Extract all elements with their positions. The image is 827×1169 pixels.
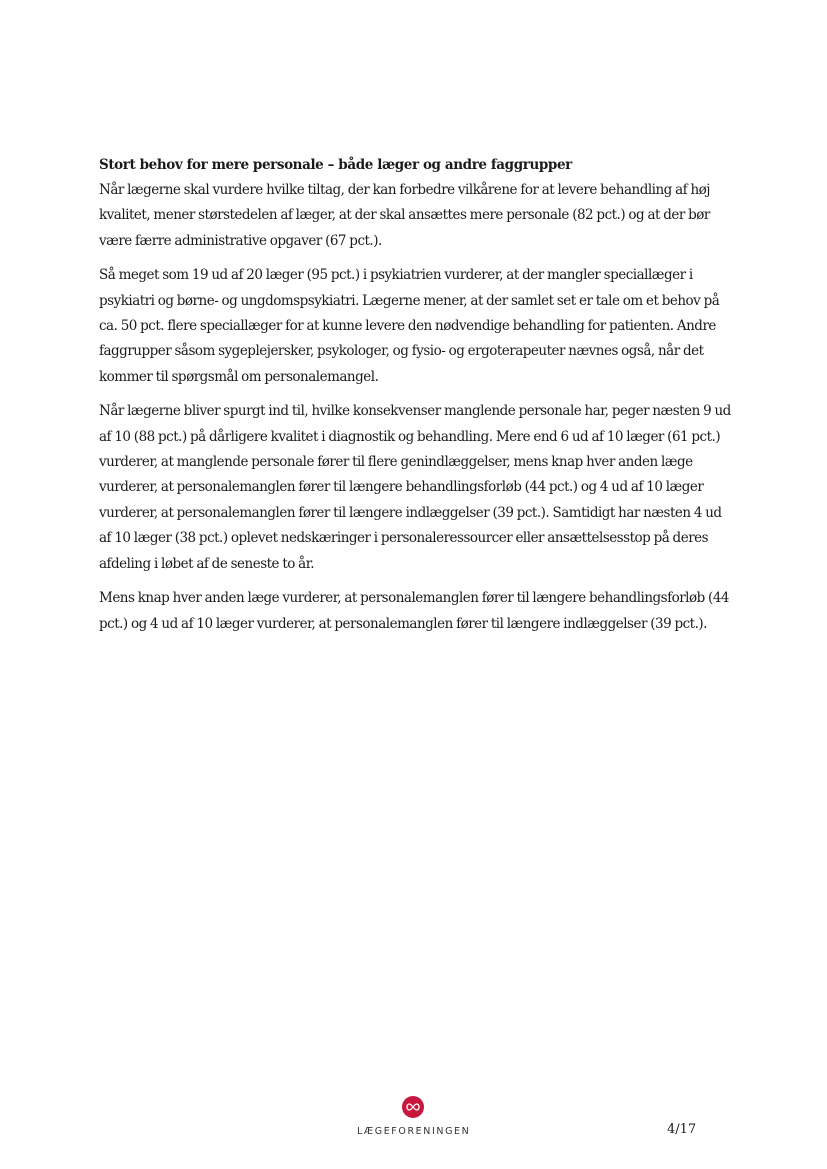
logo-wordmark: LÆGEFORENINGEN [357,1126,471,1137]
paragraph-4: Mens knap hver anden læge vurderer, at personalemanglen fører til længere behandlingsforløb (44 pct.) og 4 ud af 10 læger vurderer, at personalemanglen fører til længere indlæggelser (39 pct.). [99,590,730,632]
infinity-icon [402,1096,424,1118]
document-body [99,153,731,646]
paragraph-3: Når lægerne bliver spurgt ind til, hvilke konsekvenser manglende personale har, peger næsten 9 ud af 10 (88 pct.) på dårligere kvalitet i diagnostik og behandling. Mere end 6 ud af 10 læger (61 pct.) vurderer, at manglende personale fører til flere genindlæggelser, mens knap hver anden læge vurderer, at personalemanglen fører til længere behandlingsforløb (44 pct.) og 4 ud af 10 læger vurderer, at personalemanglen fører til længere indlæggelser (39 pct.). Samtidigt har næsten 4 ud af 10 læger (38 pct.) oplevet nedskæringer i personaleressourcer eller ansættelsesstop på deres afdeling i løbet af de seneste to år. [99,403,731,572]
footer-logo [357,1096,469,1137]
page-number: 4/17 [667,1122,697,1137]
paragraph-1: Når lægerne skal vurdere hvilke tiltag, der kan forbedre vilkårene for at levere behandling af høj kvalitet, mener størstedelen af læger, at der skal ansættes mere personale (82 pct.) og at der bør være færre administrative opgaver (67 pct.). [99,182,710,249]
section-heading: Stort behov for mere personale – både læger og andre faggrupper [99,157,572,173]
paragraph-2: Så meget som 19 ud af 20 læger (95 pct.) i psykiatrien vurderer, at der mangler speciallæger i psykiatri og børne- og ungdomspsykiatri. Lægerne mener, at der samlet set er tale om et behov på ca. 50 pct. flere speciallæger for at kunne levere den nødvendige behandling for patienten. Andre faggrupper såsom sygeplejersker, psykologer, og fysio- og ergoterapeuter nævnes også, når det kommer til spørgsmål om personalemangel. [99,267,720,385]
